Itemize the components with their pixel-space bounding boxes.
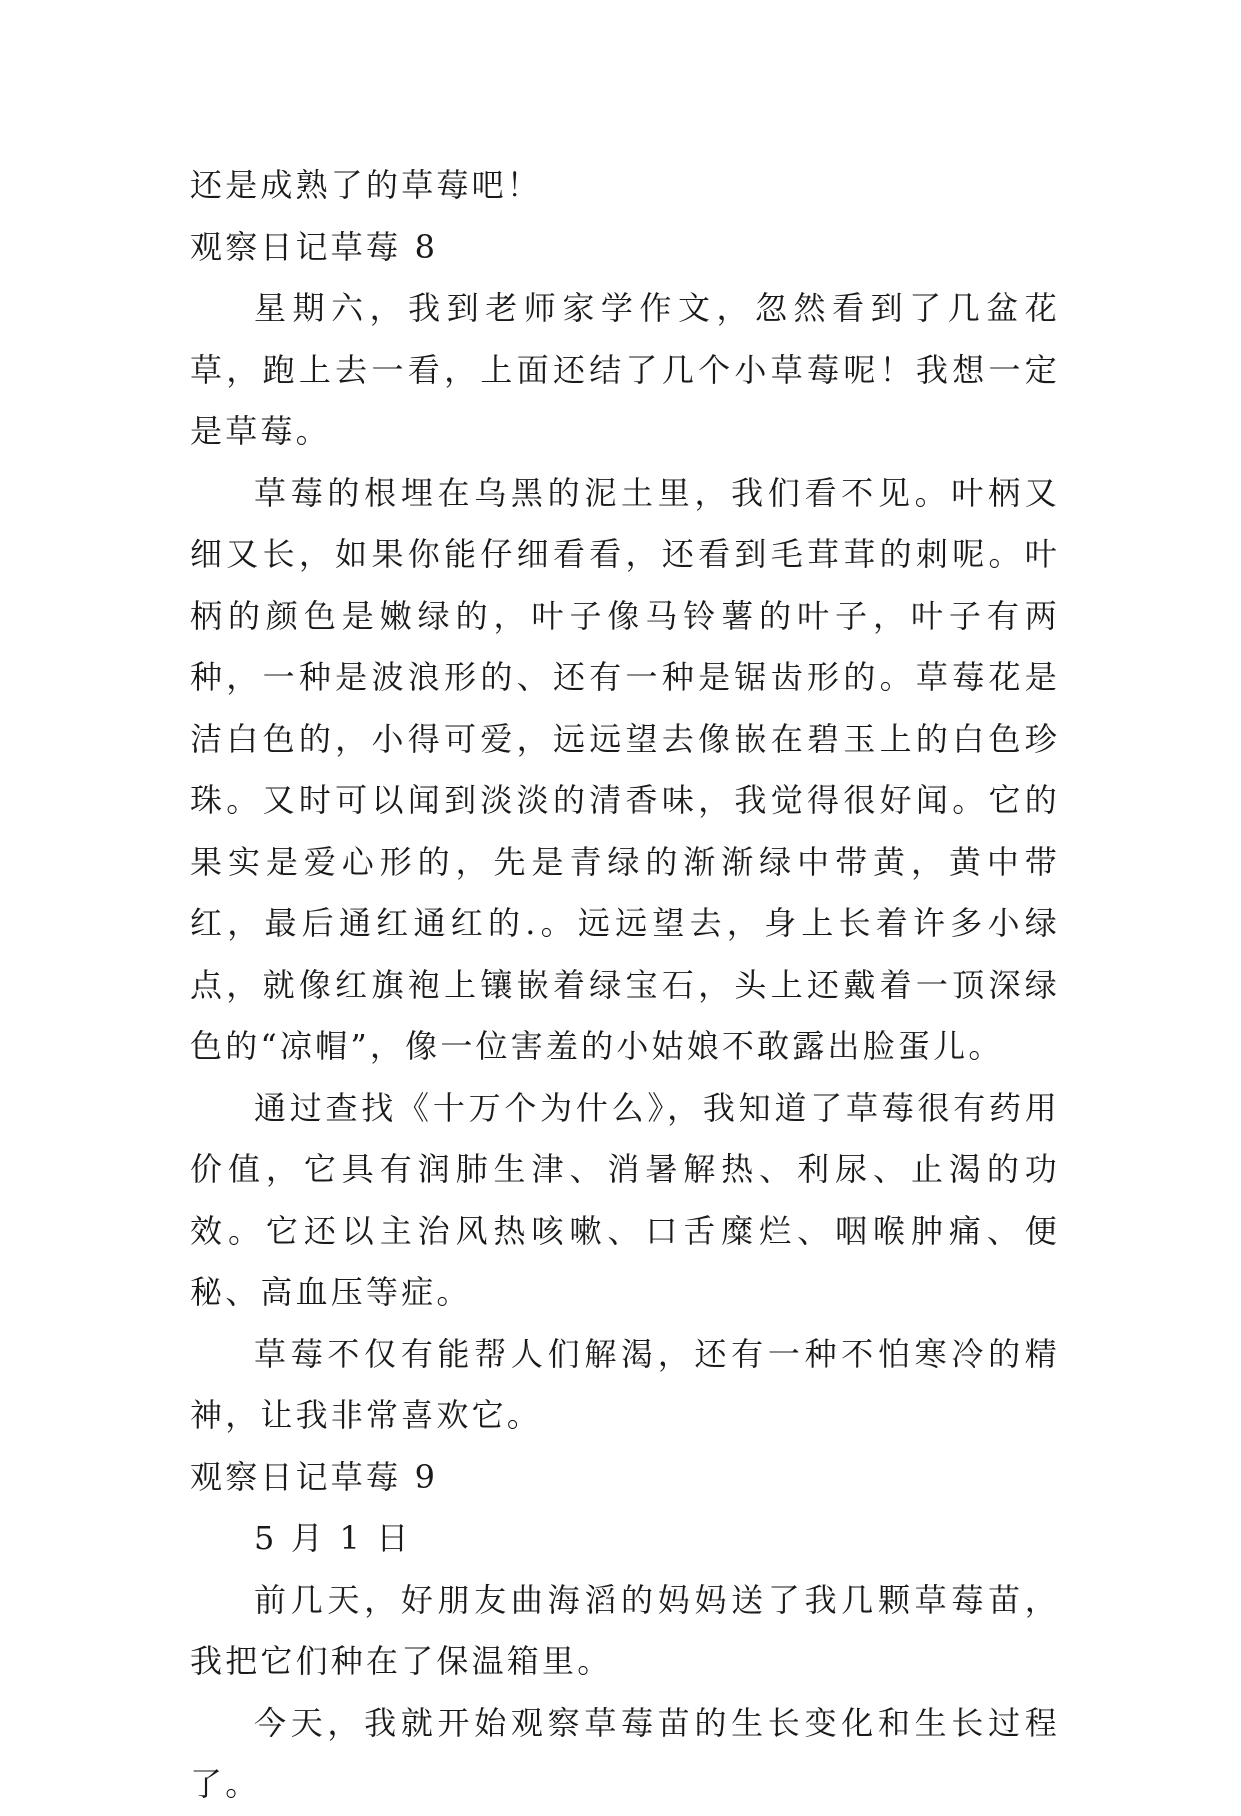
- paragraph: 星期六，我到老师家学作文，忽然看到了几盆花草，跑上去一看，上面还结了几个小草莓呢！我想一定是草莓。: [190, 289, 1060, 450]
- section-heading: 观察日记草莓 9: [190, 1457, 439, 1496]
- document-body: [190, 155, 1060, 1816]
- paragraph: 前几天，好朋友曲海滔的妈妈送了我几颗草莓苗，我把它们种在了保温箱里。: [190, 1580, 1060, 1680]
- paragraph: 通过查找《十万个为什么》，我知道了草莓很有药用价值，它具有润肺生津、消暑解热、利尿、止渴的功效。它还以主治风热咳嗽、口舌糜烂、咽喉肿痛、便秘、高血压等症。: [190, 1088, 1060, 1311]
- paragraph: 草莓的根埋在乌黑的泥土里，我们看不见。叶柄又细又长，如果你能仔细看看，还看到毛茸茸的刺呢。叶柄的颜色是嫩绿的，叶子像马铃薯的叶子，叶子有两种，一种是波浪形的、还有一种是锯齿形的。草莓花是洁白色的，小得可爱，远远望去像嵌在碧玉上的白色珍珠。又时可以闻到淡淡的清香味，我觉得很好闻。它的果实是爱心形的，先是青绿的渐渐绿中带黄，黄中带红，最后通红通红的.。远远望去，身上长着许多小绿点，就像红旗袍上镶嵌着绿宝石，头上还戴着一顶深绿色的“凉帽”，像一位害羞的小姑娘不敢露出脸蛋儿。: [190, 473, 1060, 1065]
- paragraph: 今天，我就开始观察草莓苗的生长变化和生长过程了。: [190, 1703, 1060, 1803]
- diary-date: 5 月 1 日: [254, 1519, 412, 1557]
- text-line: 还是成熟了的草莓吧！: [190, 166, 543, 204]
- section-heading: 观察日记草莓 8: [190, 227, 439, 266]
- paragraph: 草莓不仅有能帮人们解渴，还有一种不怕寒冷的精神，让我非常喜欢它。: [190, 1334, 1060, 1434]
